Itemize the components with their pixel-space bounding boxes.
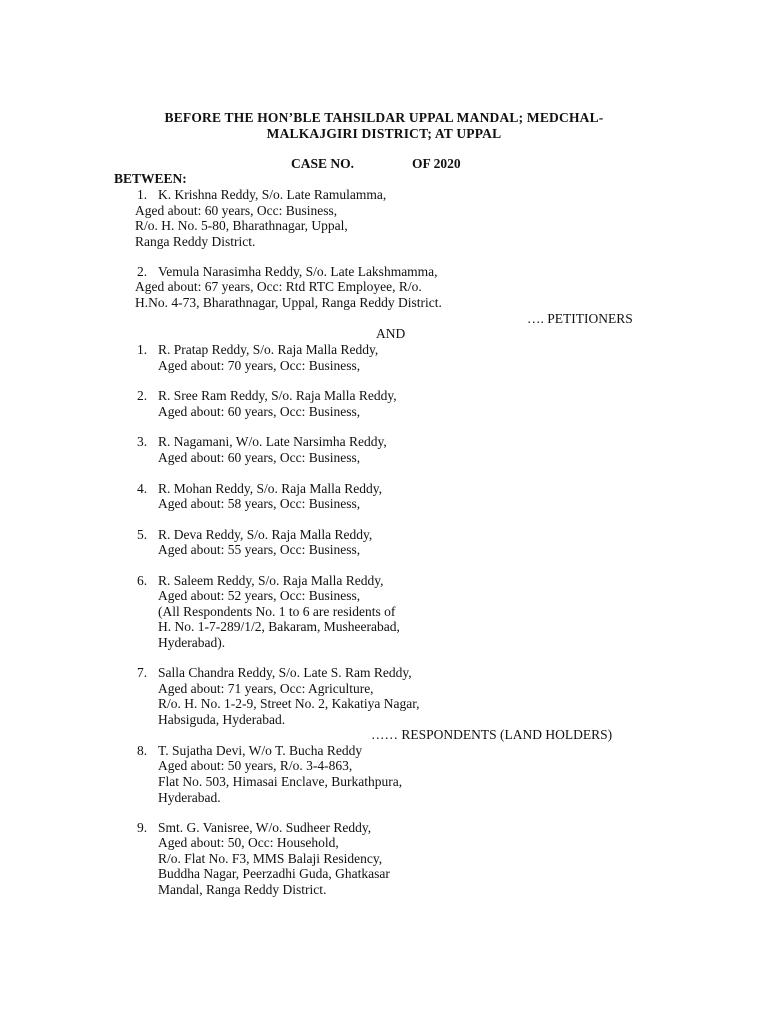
respondent-number: 1. (137, 342, 148, 357)
respondent-line: R. Pratap Reddy, S/o. Raja Malla Reddy, (158, 342, 379, 357)
respondent-line: T. Sujatha Devi, W/o T. Bucha Reddy (158, 743, 363, 758)
respondent-number: 9. (137, 820, 148, 835)
petitioner-line: Vemula Narasimha Reddy, S/o. Late Lakshmamma, (158, 264, 438, 279)
respondent-line: Mandal, Ranga Reddy District. (158, 882, 327, 897)
document-title-line-1: BEFORE THE HON’BLE TAHSILDAR UPPAL MANDAL; MEDCHAL- (164, 110, 604, 125)
petitioner-line: Ranga Reddy District. (135, 234, 256, 249)
between-heading: BETWEEN: (114, 171, 187, 186)
document-title-line-2: MALKAJGIRI DISTRICT; AT UPPAL (266, 126, 502, 141)
respondent-number: 7. (137, 665, 148, 680)
respondent-line: R. Sree Ram Reddy, S/o. Raja Malla Reddy, (158, 388, 397, 403)
petitioner-line: K. Krishna Reddy, S/o. Late Ramulamma, (158, 187, 387, 202)
petitioner-number: 1. (137, 187, 148, 202)
respondent-line: Habsiguda, Hyderabad. (158, 712, 286, 727)
respondent-number: 8. (137, 743, 148, 758)
respondent-line: Flat No. 503, Himasai Enclave, Burkathpura, (158, 774, 403, 789)
respondent-line: Aged about: 50 years, R/o. 3-4-863, (158, 758, 353, 773)
respondent-line: Aged about: 70 years, Occ: Business, (158, 358, 361, 373)
petitioner-number: 2. (137, 264, 148, 279)
case-number-label: CASE NO. (291, 156, 355, 171)
respondent-line: Aged about: 71 years, Occ: Agriculture, (158, 681, 374, 696)
respondent-line: H. No. 1-7-289/1/2, Bakaram, Musheerabad, (158, 619, 400, 634)
respondent-number: 3. (137, 434, 148, 449)
respondent-number: 5. (137, 527, 148, 542)
respondent-line: (All Respondents No. 1 to 6 are residents of (158, 604, 396, 619)
respondent-line: R. Nagamani, W/o. Late Narsimha Reddy, (158, 434, 387, 449)
respondent-line: Aged about: 55 years, Occ: Business, (158, 542, 361, 557)
petitioner-line: H.No. 4-73, Bharathnagar, Uppal, Ranga Reddy District. (135, 295, 442, 310)
petitioner-line: R/o. H. No. 5-80, Bharathnagar, Uppal, (135, 218, 348, 233)
respondent-line: Aged about: 60 years, Occ: Business, (158, 404, 361, 419)
case-year: OF 2020 (412, 156, 461, 171)
respondent-line: Aged about: 60 years, Occ: Business, (158, 450, 361, 465)
respondent-line: Hyderabad). (158, 635, 226, 650)
respondent-line: Buddha Nagar, Peerzadhi Guda, Ghatkasar (158, 866, 390, 881)
petitioners-label: …. PETITIONERS (527, 311, 633, 326)
respondent-number: 6. (137, 573, 148, 588)
respondent-line: R. Mohan Reddy, S/o. Raja Malla Reddy, (158, 481, 382, 496)
respondent-line: Smt. G. Vanisree, W/o. Sudheer Reddy, (158, 820, 372, 835)
petitioner-line: Aged about: 67 years, Occ: Rtd RTC Employee, R/o. (135, 279, 422, 294)
respondent-line: R/o. H. No. 1-2-9, Street No. 2, Kakatiya Nagar, (158, 696, 420, 711)
respondent-line: Hyderabad. (158, 790, 221, 805)
respondent-line: R. Saleem Reddy, S/o. Raja Malla Reddy, (158, 573, 384, 588)
petitioner-line: Aged about: 60 years, Occ: Business, (135, 203, 338, 218)
respondent-line: R. Deva Reddy, S/o. Raja Malla Reddy, (158, 527, 373, 542)
respondent-line: Salla Chandra Reddy, S/o. Late S. Ram Reddy, (158, 665, 412, 680)
respondent-number: 4. (137, 481, 148, 496)
and-label: AND (376, 326, 406, 341)
respondent-line: Aged about: 52 years, Occ: Business, (158, 588, 361, 603)
respondent-number: 2. (137, 388, 148, 403)
respondent-line: Aged about: 58 years, Occ: Business, (158, 496, 361, 511)
respondent-line: R/o. Flat No. F3, MMS Balaji Residency, (158, 851, 383, 866)
respondents-label: …… RESPONDENTS (LAND HOLDERS) (371, 727, 613, 742)
respondent-line: Aged about: 50, Occ: Household, (158, 835, 339, 850)
